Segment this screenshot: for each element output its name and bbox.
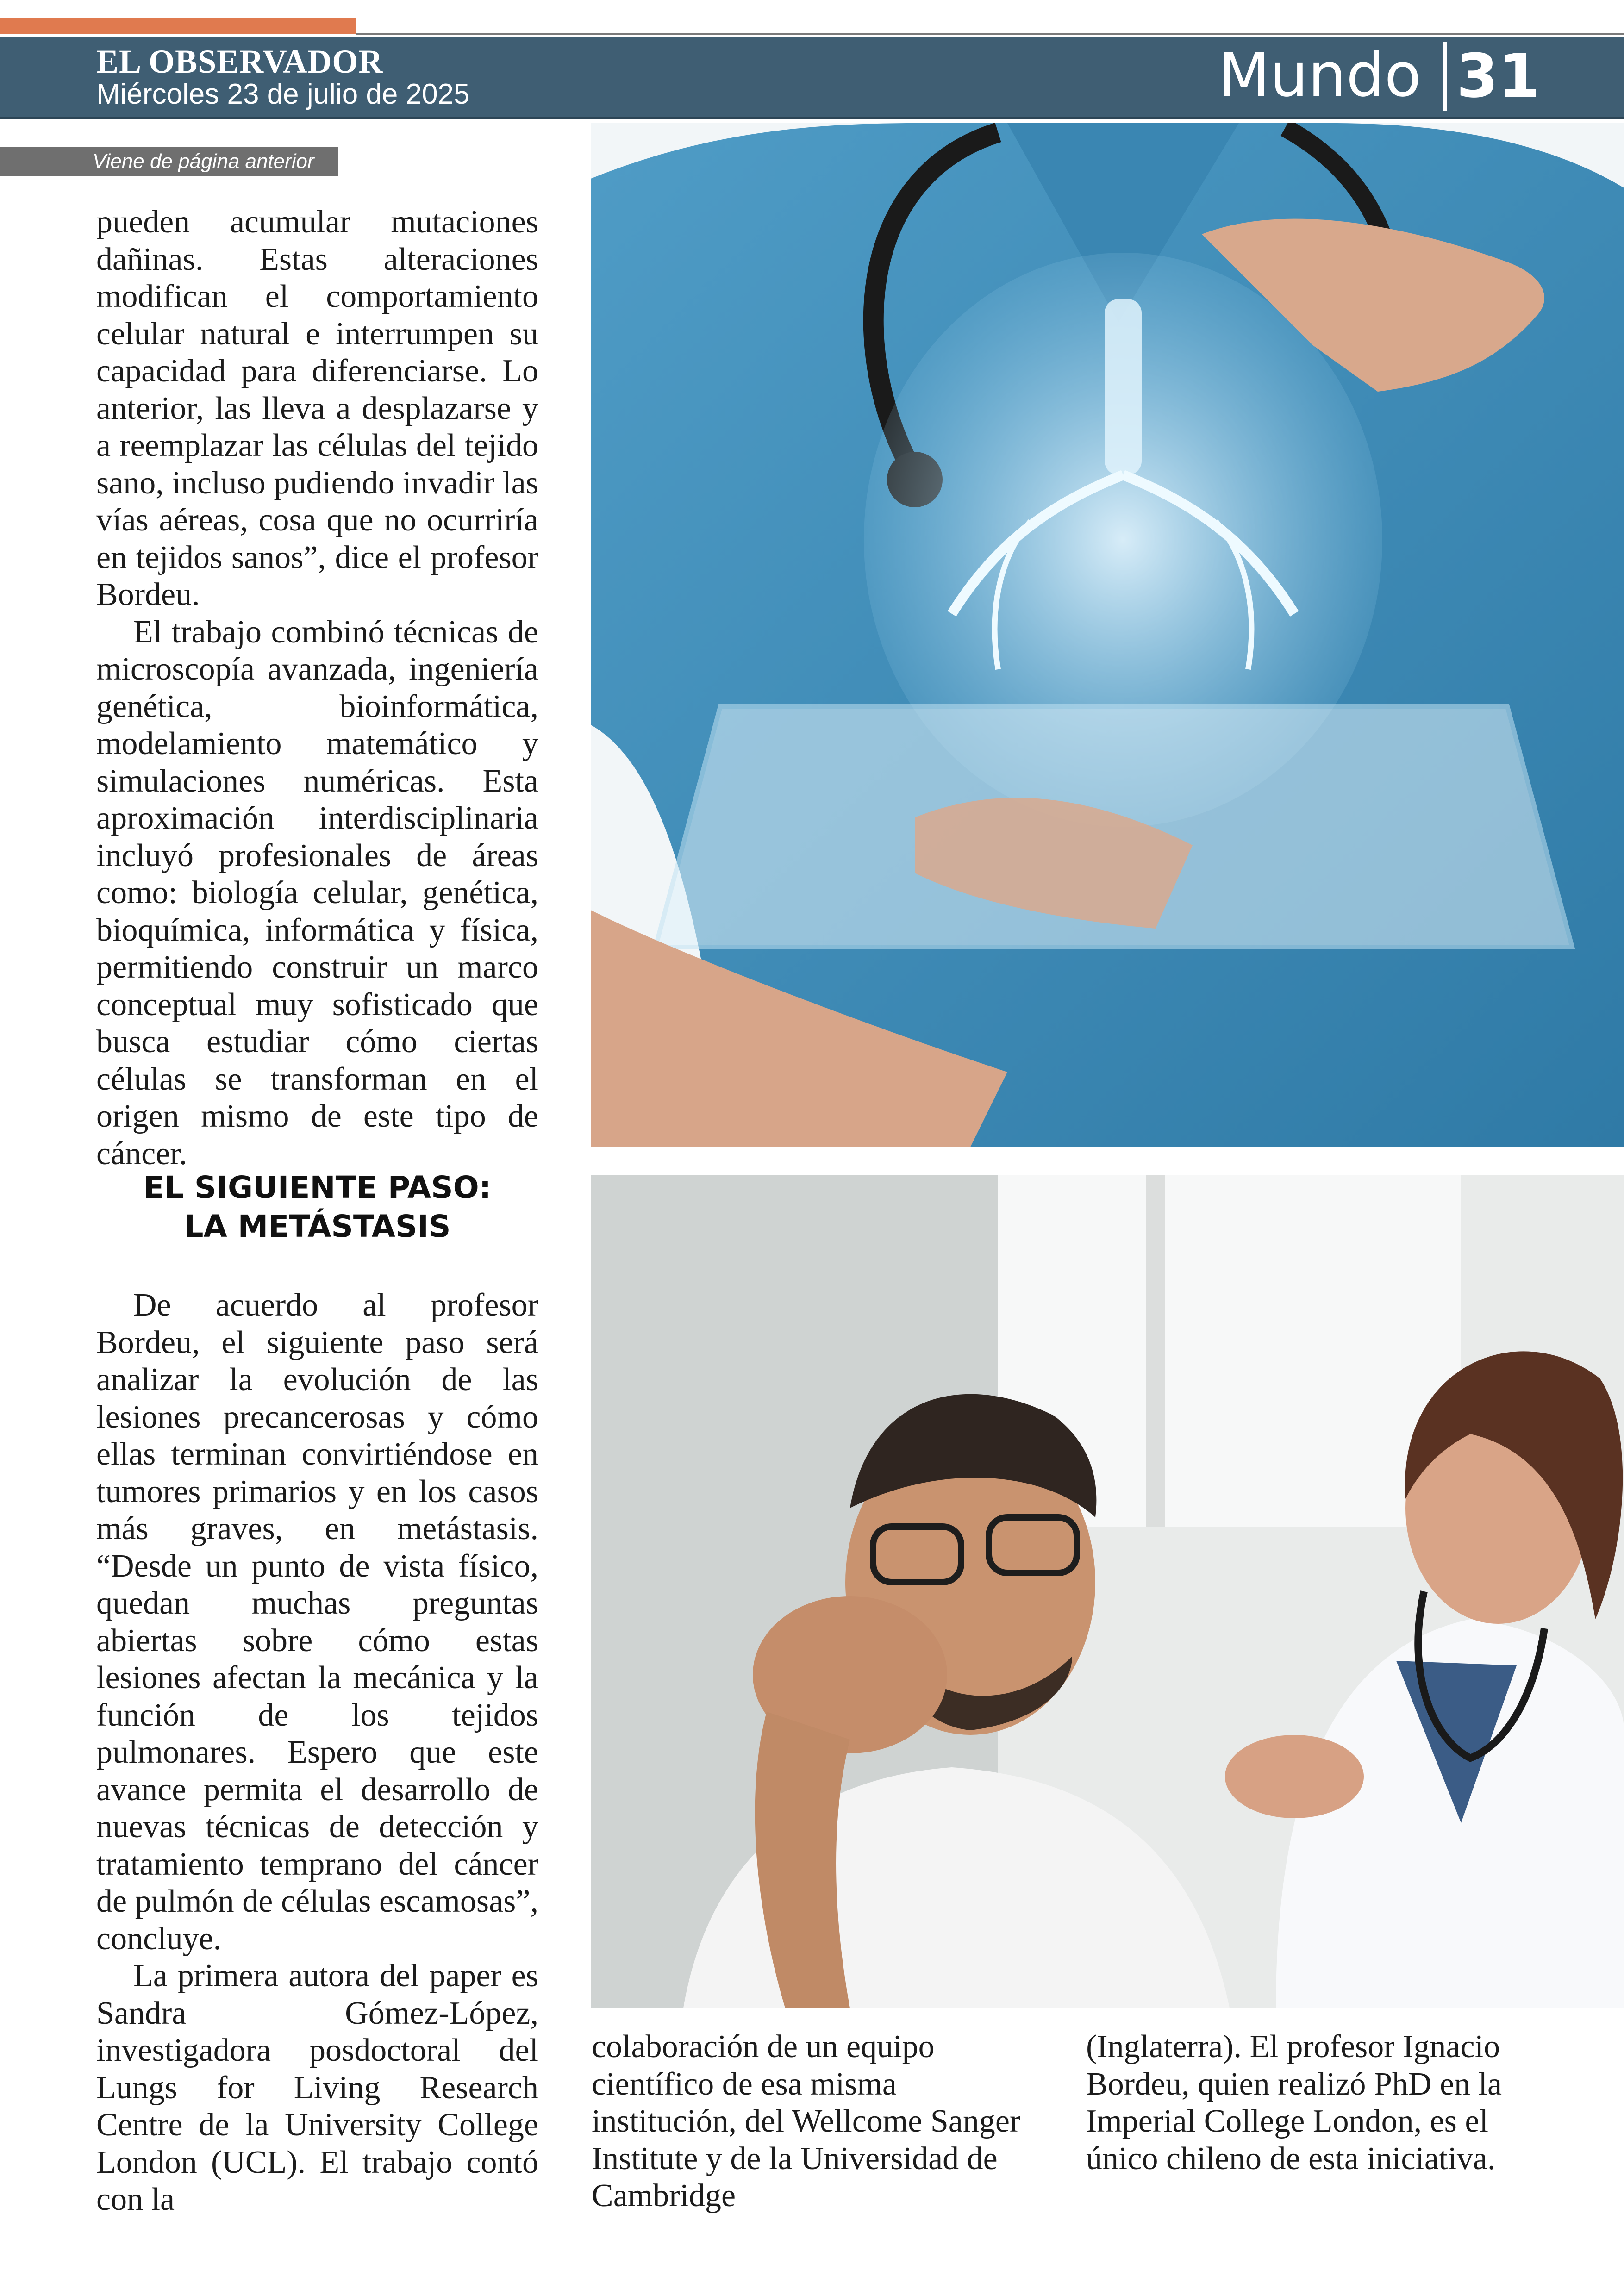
doctor-examining-patient-photo [591, 1175, 1624, 2008]
header-accent-strip [0, 18, 356, 34]
subhead-line: EL SIGUIENTE PASO: [143, 1170, 492, 1205]
article-paragraph: pueden acumular mutaciones dañinas. Estas alteraciones modifican el comportamiento celular natural e interrumpen su capacidad para diferenciarse. Lo anterior, las lleva a desplazarse y a reemplazar las células del tejido sano, incluso pudiendo invadir las vías aéreas, cosa que no ocurriría en tejidos sanos”, dice el profesor Bordeu. [96, 204, 538, 612]
page-number: 31 [1456, 41, 1540, 111]
doctor-lungs-hologram-photo [591, 123, 1624, 1147]
article-paragraph: De acuerdo al profesor Bordeu, el siguiente paso será analizar la evolución de las lesiones precancerosas y cómo ellas terminan convirtiéndose en tumores primarios y en los casos más graves, en metástasis. “Desde un punto de vista físico, quedan muchas preguntas abiertas sobre cómo estas lesiones afectan la mecánica y la función de los tejidos pulmonares. Espero que este avance permita el desarrollo de nuevas técnicas de detección y tratamiento temprano del cáncer de pulmón de células escamosas”, concluye. [96, 1287, 538, 1957]
header-divider [1443, 42, 1447, 111]
masthead: EL OBSERVADOR [96, 43, 383, 80]
article-paragraph: La primera autora del paper es Sandra Gómez-López, investigadora posdoctoral del Lungs for Living Research Centre de la University College London (UCL). El trabajo contó con la [96, 1958, 538, 2217]
article-paragraph: El trabajo combinó técnicas de microscopía avanzada, ingeniería genética, bioinformática, modelamiento matemático y simulaciones numéricas. Esta aproximación interdisciplinaria incluyó profesionales de áreas como: biología celular, genética, bioquímica, informática y física, permitiendo construir un marco conceptual muy sofisticado que busca estudiar cómo ciertas células se transforman en el origen mismo de este tipo de cáncer. [96, 614, 538, 1172]
article-column-right [1086, 2028, 1528, 2177]
section-title: Mundo [1218, 40, 1421, 110]
article-column-left-bottom [96, 1287, 538, 2219]
header-rule [356, 33, 1624, 35]
article-subhead [96, 1168, 538, 1246]
article-paragraph: colaboración de un equipo científico de esa misma institución, del Wellcome Sanger Institute y de la Universidad de Cambridge [592, 2029, 1021, 2214]
article-column-middle [592, 2028, 1034, 2215]
subhead-line: LA METÁSTASIS [184, 1209, 451, 1244]
article-column-left-top [96, 204, 538, 1172]
continued-from-previous-label: Viene de página anterior [0, 147, 338, 176]
article-paragraph: (Inglaterra). El profesor Ignacio Bordeu, quien realizó PhD en la Imperial College London, es el único chileno de esta iniciativa. [1086, 2029, 1502, 2177]
publication-date: Miércoles 23 de julio de 2025 [96, 78, 470, 110]
